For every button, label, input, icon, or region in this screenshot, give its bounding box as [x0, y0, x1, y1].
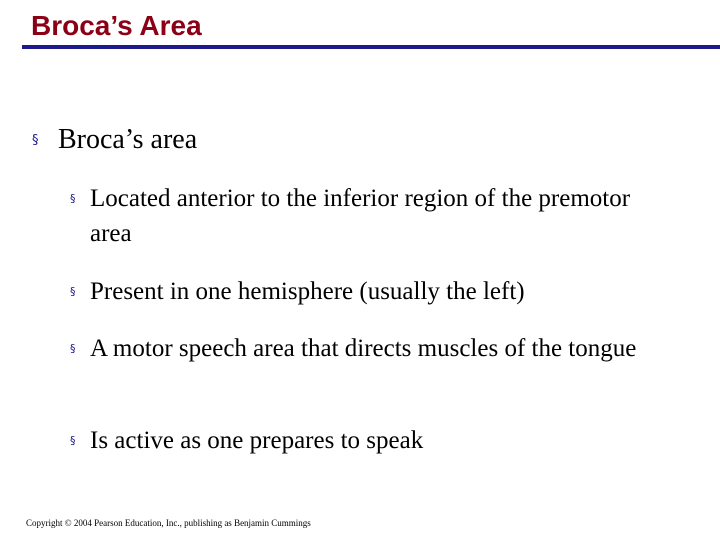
bullet-text: Present in one hemisphere (usually the left) — [90, 278, 525, 305]
sub-bullet-hemisphere — [70, 274, 650, 309]
bullet-marker-icon: § — [32, 133, 39, 148]
sub-bullet-location — [70, 181, 650, 251]
bullet-text: Broca’s area — [58, 124, 198, 155]
bullet-text: Is active as one prepares to speak — [90, 427, 424, 454]
bullet-marker-icon: § — [70, 342, 76, 355]
title-underline — [22, 45, 720, 49]
slide-title: Broca’s Area — [31, 10, 202, 41]
bullet-marker-icon: § — [70, 285, 76, 298]
bullet-text: A motor speech area that directs muscles of the tongue — [90, 335, 637, 362]
sub-bullet-activity — [70, 423, 650, 458]
bullet-marker-icon: § — [70, 434, 76, 447]
sub-bullet-motor-speech — [70, 331, 650, 366]
bullet-marker-icon: § — [70, 192, 76, 205]
bullet-text: Located anterior to the inferior region of the premotor area — [90, 185, 631, 247]
bullet-broca-area — [32, 123, 197, 157]
copyright-footer: Copyright © 2004 Pearson Education, Inc., publishing as Benjamin Cummings — [26, 518, 311, 528]
